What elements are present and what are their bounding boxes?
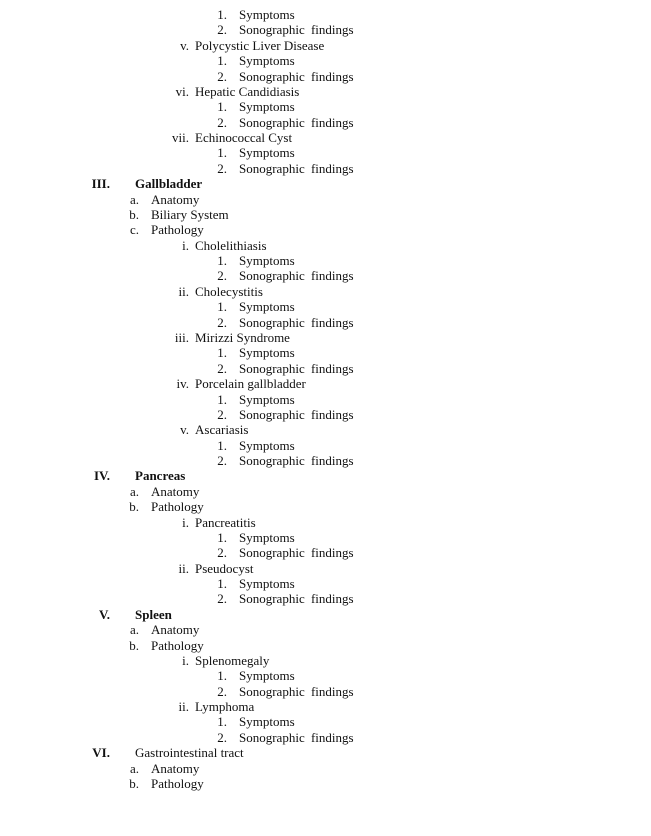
outline-text: Anatomy	[151, 760, 200, 776]
outline-marker: i.	[182, 514, 189, 530]
outline-text: Ascariasis	[195, 422, 249, 438]
outline-marker: a.	[129, 483, 139, 499]
outline-item-level-4	[0, 453, 651, 469]
outline-item-level-4	[0, 407, 651, 423]
outline-item-level-4	[0, 22, 651, 38]
outline-text: Symptoms	[239, 253, 295, 269]
outline-item-level-2	[0, 761, 651, 777]
outline-item-level-4	[0, 7, 651, 23]
outline-item-level-4	[0, 69, 651, 85]
outline-text: Sonographic findings	[239, 22, 354, 38]
outline-text: Mirizzi Syndrome	[195, 329, 290, 345]
outline-item-level-4	[0, 730, 651, 746]
outline-marker: v.	[180, 422, 189, 438]
outline-item-level-3	[0, 84, 651, 100]
outline-item-level-4	[0, 591, 651, 607]
outline-marker: 2.	[217, 453, 227, 469]
outline-marker: 2.	[217, 22, 227, 38]
outline-text: Pancreas	[135, 468, 186, 484]
outline-item-level-4	[0, 161, 651, 177]
outline-item-level-3	[0, 38, 651, 54]
outline-item-level-1	[0, 176, 651, 192]
outline-text: Gallbladder	[135, 176, 203, 192]
outline-item-level-4	[0, 392, 651, 408]
outline-text: Symptoms	[239, 576, 295, 592]
outline-item-level-3	[0, 376, 651, 392]
outline-marker: 1.	[217, 529, 227, 545]
outline-text: Sonographic findings	[239, 545, 354, 561]
outline-marker: a.	[129, 191, 139, 207]
outline-item-level-4	[0, 438, 651, 454]
outline-item-level-4	[0, 299, 651, 315]
outline-marker: i.	[182, 652, 189, 668]
outline-item-level-4	[0, 99, 651, 115]
outline-item-level-3	[0, 422, 651, 438]
outline-item-level-4	[0, 576, 651, 592]
outline-marker: 1.	[217, 99, 227, 115]
outline-marker: ii.	[178, 699, 189, 715]
outline-item-level-1	[0, 468, 651, 484]
outline-marker: 1.	[217, 253, 227, 269]
outline-text: Porcelain gallbladder	[195, 376, 306, 392]
outline-item-level-3	[0, 699, 651, 715]
outline-text: Symptoms	[239, 437, 295, 453]
outline-item-level-4	[0, 668, 651, 684]
outline-text: Hepatic Candidiasis	[195, 83, 300, 99]
outline-text: Sonographic findings	[239, 453, 354, 469]
outline-text: Biliary System	[151, 206, 229, 222]
outline-marker: 2.	[217, 114, 227, 130]
outline-marker: VI.	[92, 745, 110, 761]
outline-marker: V.	[99, 606, 110, 622]
outline-marker: a.	[129, 760, 139, 776]
outline-text: Symptoms	[239, 53, 295, 69]
outline-marker: 1.	[217, 145, 227, 161]
outline-marker: 2.	[217, 314, 227, 330]
outline-marker: 2.	[217, 545, 227, 561]
outline-item-level-3	[0, 561, 651, 577]
outline-marker: b.	[129, 637, 139, 653]
outline-marker: a.	[129, 622, 139, 638]
outline-marker: 2.	[217, 268, 227, 284]
outline-marker: 1.	[217, 668, 227, 684]
outline-marker: v.	[180, 37, 189, 53]
outline-item-level-4	[0, 361, 651, 377]
outline-marker: 1.	[217, 7, 227, 22]
outline-item-level-4	[0, 253, 651, 269]
outline-marker: 2.	[217, 591, 227, 607]
outline-text: Symptoms	[239, 145, 295, 161]
outline-text: Anatomy	[151, 483, 200, 499]
outline-item-level-4	[0, 345, 651, 361]
outline-marker: 2.	[217, 68, 227, 84]
outline-text: Sonographic findings	[239, 360, 354, 376]
outline-item-level-2	[0, 222, 651, 238]
outline-marker: iii.	[174, 329, 189, 345]
outline-item-level-4	[0, 115, 651, 131]
outline-text: Symptoms	[239, 714, 295, 730]
outline-item-level-4	[0, 315, 651, 331]
outline-marker: 1.	[217, 714, 227, 730]
outline-marker: 2.	[217, 729, 227, 745]
outline-item-level-3	[0, 284, 651, 300]
outline-text: Sonographic findings	[239, 268, 354, 284]
outline-text: Pathology	[151, 222, 204, 238]
outline-text: Sonographic findings	[239, 314, 354, 330]
outline-item-level-4	[0, 545, 651, 561]
outline-text: Anatomy	[151, 191, 200, 207]
outline-text: Pseudocyst	[195, 560, 254, 576]
outline-item-level-1	[0, 607, 651, 623]
outline-marker: i.	[182, 237, 189, 253]
outline-marker: III.	[91, 176, 110, 192]
outline-text: Symptoms	[239, 391, 295, 407]
outline-item-level-4	[0, 268, 651, 284]
outline-marker: 1.	[217, 53, 227, 69]
outline-marker: ii.	[178, 283, 189, 299]
outline-text: Symptoms	[239, 7, 295, 22]
outline-item-level-3	[0, 515, 651, 531]
outline-item-level-3	[0, 330, 651, 346]
outline-marker: b.	[129, 776, 139, 791]
outline-marker: iv.	[176, 376, 189, 392]
outline-marker: c.	[129, 222, 139, 238]
outline-marker: 2.	[217, 360, 227, 376]
outline-item-level-2	[0, 776, 651, 792]
outline-marker: b.	[129, 206, 139, 222]
outline-marker: vi.	[175, 83, 189, 99]
outline-text: Sonographic findings	[239, 68, 354, 84]
outline-text: Symptoms	[239, 299, 295, 315]
outline-item-level-3	[0, 238, 651, 254]
outline-text: Cholelithiasis	[195, 237, 267, 253]
outline-item-level-2	[0, 207, 651, 223]
outline-item-level-3	[0, 653, 651, 669]
outline-item-level-2	[0, 192, 651, 208]
outline-item-level-2	[0, 638, 651, 654]
outline-text: Symptoms	[239, 529, 295, 545]
outline-text: Spleen	[135, 606, 172, 622]
outline-item-level-2	[0, 484, 651, 500]
outline-text: Anatomy	[151, 622, 200, 638]
outline-text: Splenomegaly	[195, 652, 270, 668]
outline-marker: 1.	[217, 576, 227, 592]
outline-item-level-2	[0, 622, 651, 638]
outline-marker: 1.	[217, 437, 227, 453]
outline-marker: 1.	[217, 391, 227, 407]
outline-item-level-2	[0, 499, 651, 515]
outline-text: Pancreatitis	[195, 514, 256, 530]
outline-marker: 2.	[217, 683, 227, 699]
outline-text: Polycystic Liver Disease	[195, 37, 325, 53]
outline-text: Cholecystitis	[195, 283, 263, 299]
outline-text: Symptoms	[239, 99, 295, 115]
outline-marker: 2.	[217, 406, 227, 422]
outline-text: Echinococcal Cyst	[195, 130, 293, 146]
outline-text: Lymphoma	[195, 699, 255, 715]
outline-text: Pathology	[151, 499, 204, 515]
outline-text: Symptoms	[239, 345, 295, 361]
outline-item-level-4	[0, 145, 651, 161]
outline-item-level-4	[0, 530, 651, 546]
outline-item-level-1	[0, 745, 651, 761]
outline-item-level-4	[0, 684, 651, 700]
outline-text: Sonographic findings	[239, 729, 354, 745]
outline-item-level-3	[0, 130, 651, 146]
outline-marker: IV.	[93, 468, 110, 484]
outline-marker: 2.	[217, 160, 227, 176]
outline-marker: vii.	[172, 130, 189, 146]
outline-text: Sonographic findings	[239, 160, 354, 176]
outline-marker: ii.	[178, 560, 189, 576]
outline-item-level-4	[0, 53, 651, 69]
outline-marker: 1.	[217, 299, 227, 315]
outline-text: Symptoms	[239, 668, 295, 684]
outline-item-level-4	[0, 714, 651, 730]
outline-marker: b.	[129, 499, 139, 515]
outline-text: Pathology	[151, 776, 204, 791]
outline-text: Sonographic findings	[239, 591, 354, 607]
outline-text: Sonographic findings	[239, 406, 354, 422]
outline-text: Sonographic findings	[239, 114, 354, 130]
outline-text: Pathology	[151, 637, 204, 653]
outline-marker: 1.	[217, 345, 227, 361]
outline-text: Gastrointestinal tract	[135, 745, 244, 761]
outline-text: Sonographic findings	[239, 683, 354, 699]
